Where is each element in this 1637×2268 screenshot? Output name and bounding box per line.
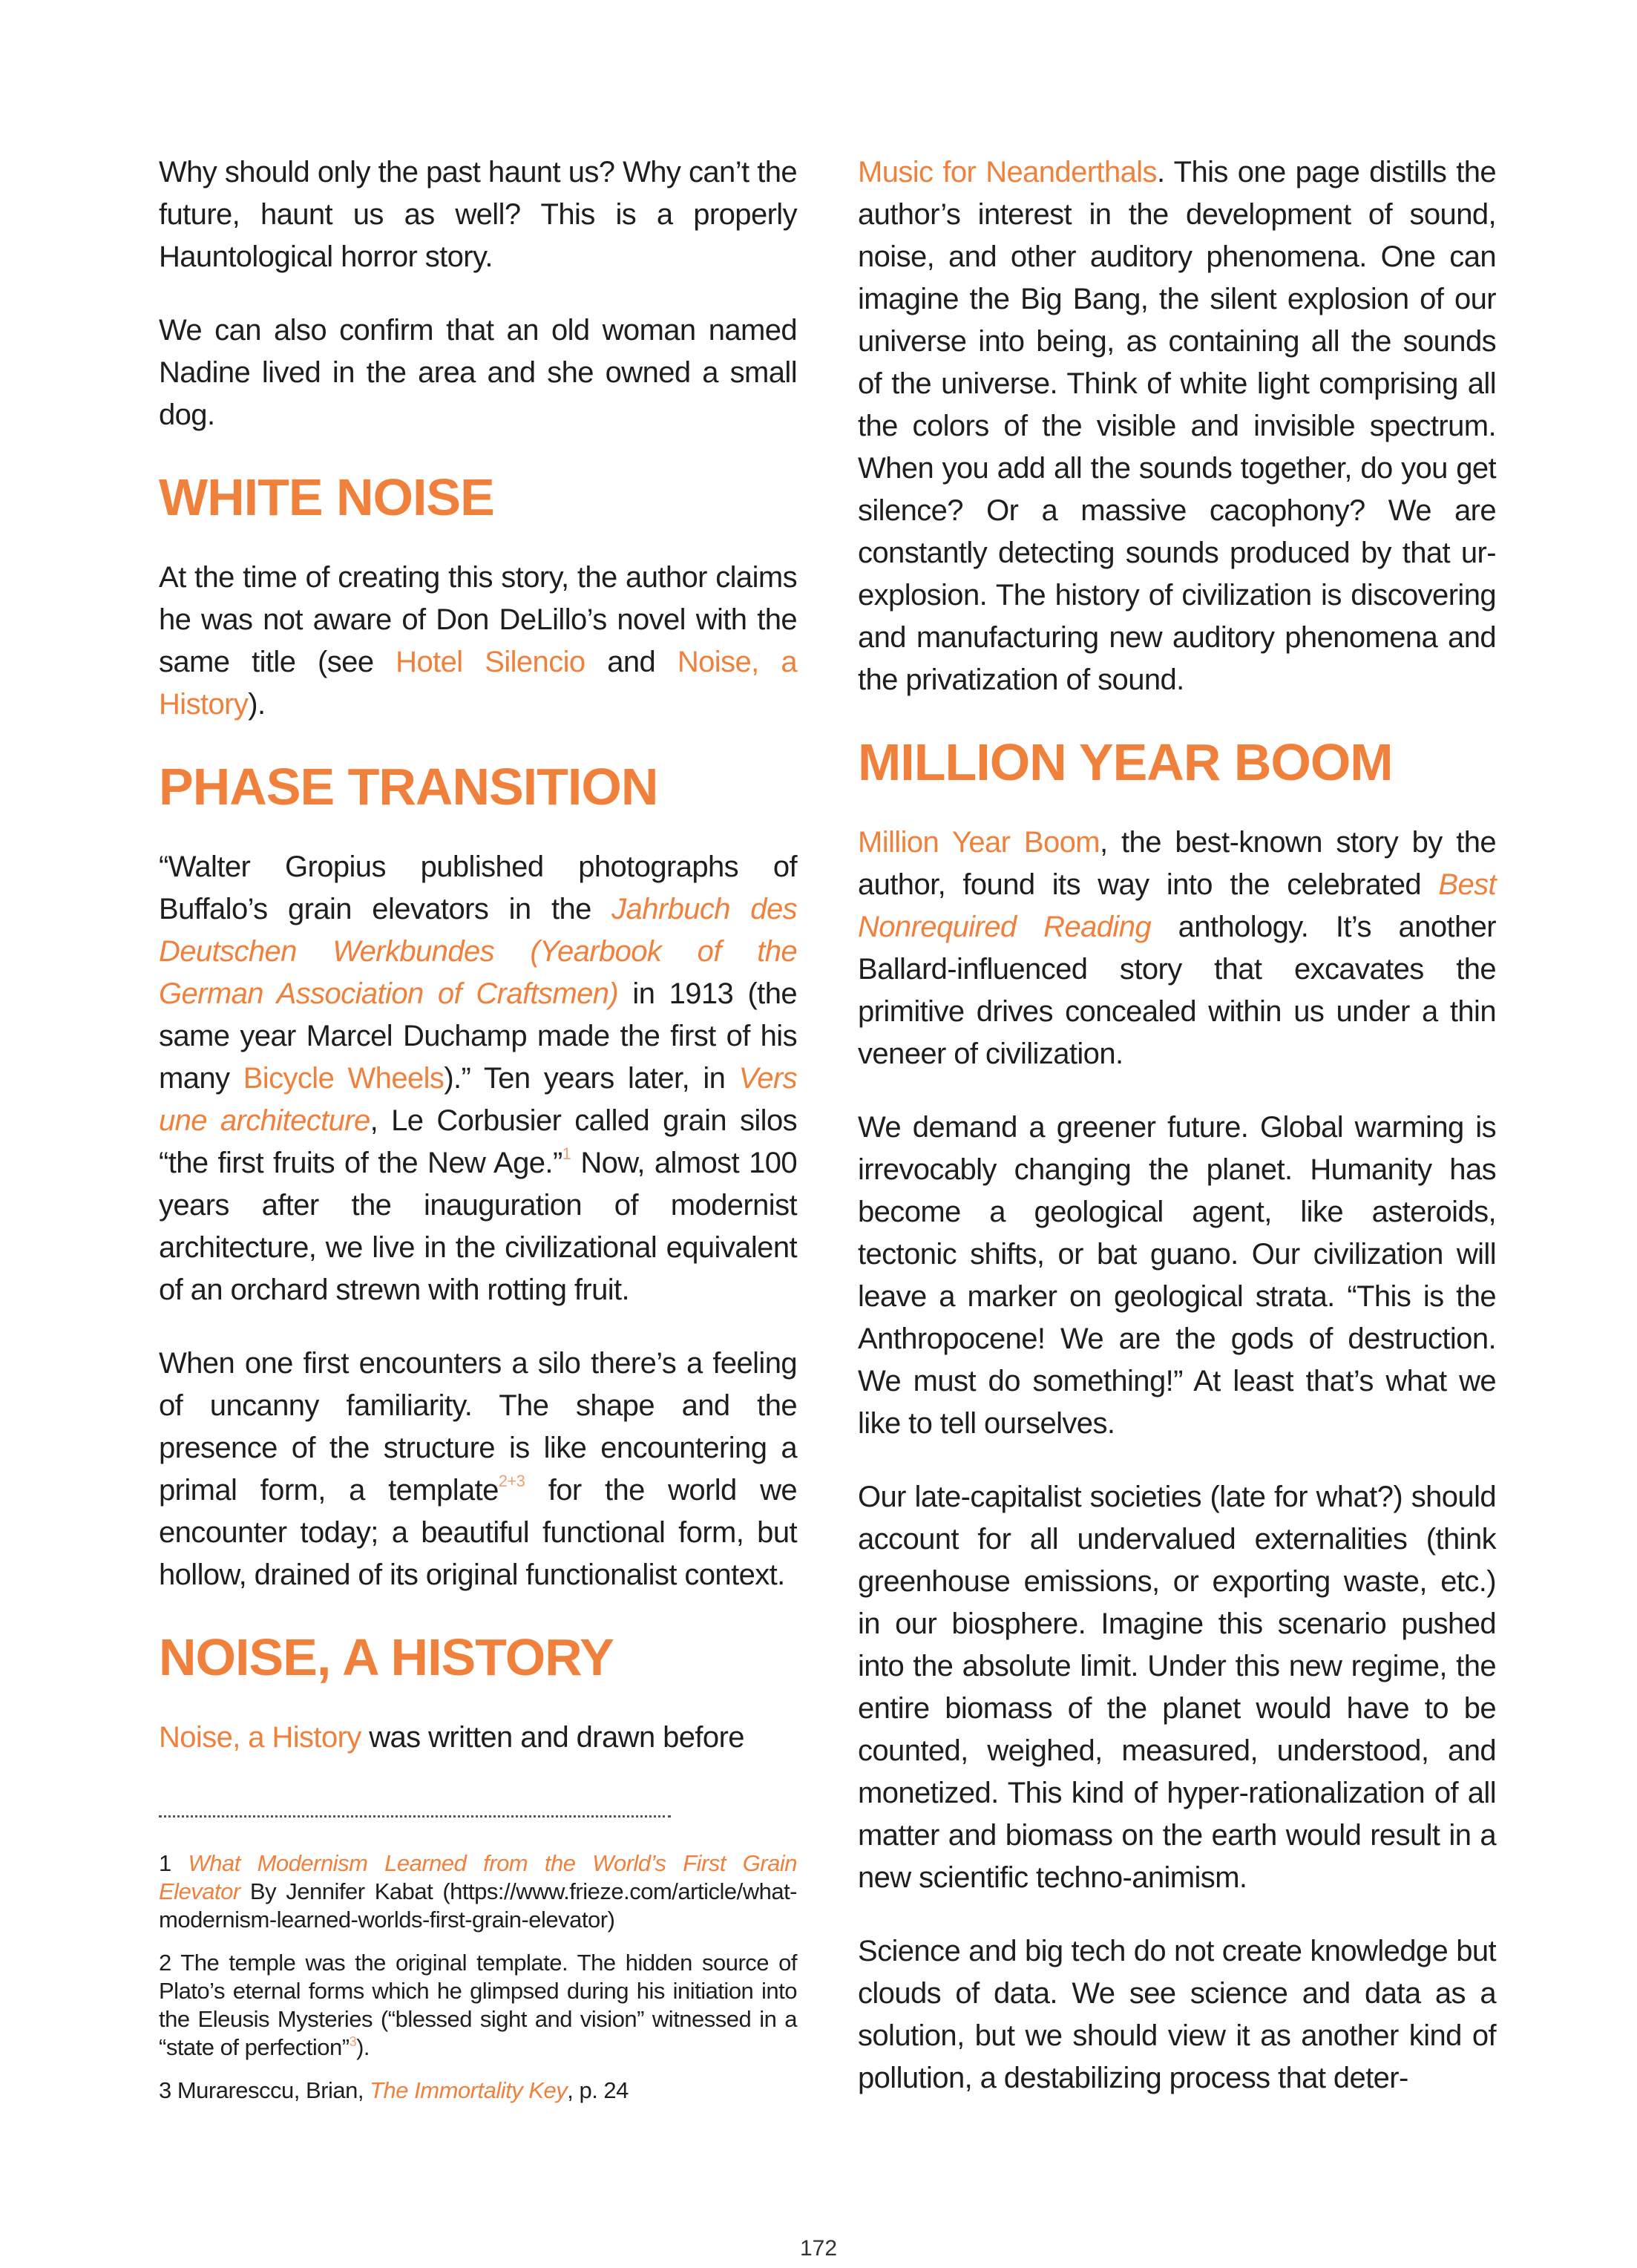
paragraph-haunt: Why should only the past haunt us? Why can’t the future, haunt us as well? This is a properly Hauntological horror story. [159,156,797,273]
paragraph-nadine: We can also confirm that an old woman named Nadine lived in the area and she owned a small dog. [159,314,797,431]
page-number: 172 [799,2236,838,2261]
paragraph-music-neanderthals: Music for Neanderthals. This one page distills the author’s interest in the development of sound, noise, and other auditory phenomena. One can imagine the Big Bang, the silent explosion of our universe into being, as containing all the sounds of the universe. Think of white light comprising all the colors of the visible and invisible spectrum. When you add all the sounds together, do you get silence? Or a massive cacophony? We are constantly detecting sounds produced by that ur-explosion. The history of civilization is discovering and manufacturing new auditory phenomena and the privatization of sound. [858,156,1496,696]
paragraph-white-noise: At the time of creating this story, the author claims he was not aware of Don DeLillo’s novel with the same title (see Hotel Silencio and Noise, a History). [159,561,797,721]
paragraph-noise-history: Noise, a History was written and drawn before [159,1721,744,1754]
heading-noise-a-history: NOISE, A HISTORY [159,1628,614,1686]
paragraph-science-big-tech: Science and big tech do not create knowledge but clouds of data. We see science and data as a solution, but we should view it as another kind of pollution, a destabilizing process that deter- [858,1935,1496,2094]
heading-million-year-boom: MILLION YEAR BOOM [858,733,1393,791]
paragraph-silo: When one first encounters a silo there’s a feeling of uncanny familiarity. The shape and the presence of the structure is like encountering a primal form, a template$^{2+3}$ for the world we encounter today; a beautiful functional form, but hollow, drained of its original functionalist context. [159,1347,797,1591]
paragraph-million-year-boom: Million Year Boom, the best-known story by the author, found its way into the celebrated Best Nonrequired Reading anthology. It’s another Ballard-influenced story that excavates the primitive drives concealed within us under a thin veneer of civilization. [858,826,1497,1070]
footnote-divider [159,1815,671,1818]
footnote-ref-1[interactable]: 1 [562,1144,571,1163]
link-noise-a-history[interactable]: Noise, a History [159,646,797,721]
link-noise-a-history-2[interactable]: Noise, a History [159,1721,361,1754]
link-hotel-silencio[interactable]: Hotel Silencio [396,646,585,678]
link-bicycle-wheels[interactable]: Bicycle Wheels [243,1062,444,1095]
link-jahrbuch[interactable]: Jahrbuch des Deutschen Werkbundes (Yearbook of the German Association of Craftsmen) [159,893,797,1010]
footnote-2: 2 The temple was the original template. The hidden source of Plato’s eternal forms which he glimpsed during his initiation into the Eleusis Mysteries (“blessed sight and vision” witnessed in a “state of perfection”$^3$). [159,1950,797,2060]
paragraph-greener-future: We demand a greener future. Global warming is irrevocably changing the planet. Humanity has become a geological agent, like asteroids, tectonic shifts, or bat guano. Our civilization will leave a marker on geological strata. “This is the Anthropocene! We are the gods of destruction. We must do something!” At least that’s what we like to tell ourselves. [858,1111,1496,1440]
heading-phase-transition: PHASE TRANSITION [159,758,658,816]
link-best-nonrequired-reading[interactable]: Best Nonrequired Reading [858,868,1496,943]
link-vers-une-architecture[interactable]: Vers une architecture [159,1062,797,1137]
link-what-modernism-learned[interactable]: What Modernism Learned from the World’s First Grain Elevator [159,1850,797,1904]
left-column [159,151,797,1790]
footnote-ref-2-3[interactable]: 2+3 [498,1472,525,1490]
link-million-year-boom[interactable]: Million Year Boom [858,826,1100,859]
link-immortality-key[interactable]: The Immortality Key [370,2077,568,2103]
paragraph-gropius: “Walter Gropius published photographs of Buffalo’s grain elevators in the Jahrbuch des Deutschen Werkbundes (Yearbook of the German Association of Craftsmen) in 1913 (the same year Marcel Duchamp made the first of his many Bicycle Wheels).” Ten years later, in Vers une architecture, Le Corbusier called grain silos “the first fruits of the New Age.”$^1$ Now, almost 100 years after the inauguration of modernist architecture, we live in the civilizational equivalent of an orchard strewn with rotting fruit. [159,850,798,1306]
footnote-3: 3 Muraresccu, Brian, The Immortality Key, p. 24 [159,2077,629,2103]
paragraph-late-capitalist: Our late-capitalist societies (late for what?) should account for all undervalued externalities (think greenhouse emissions, or exporting waste, etc.) in our biosphere. Imagine this scenario pushed into the absolute limit. Under this new regime, the entire biomass of the planet would have to be counted, weighed, measured, understood, and monetized. This kind of hyper-rationalization of all matter and biomass on the earth would result in a new scientific techno-animism. [858,1481,1496,1894]
right-column [858,151,1496,2131]
link-music-for-neanderthals[interactable]: Music for Neanderthals [858,156,1157,189]
footnote-ref-3[interactable]: 3 [349,2034,357,2049]
footnotes [159,1849,797,2120]
footnote-1: 1 What Modernism Learned from the World’s First Grain Elevator By Jennifer Kabat (https://www.frieze.com/article/what-modernism-learned-worlds-first-grain-elevator) [159,1850,797,1933]
heading-white-noise: WHITE NOISE [159,468,494,526]
